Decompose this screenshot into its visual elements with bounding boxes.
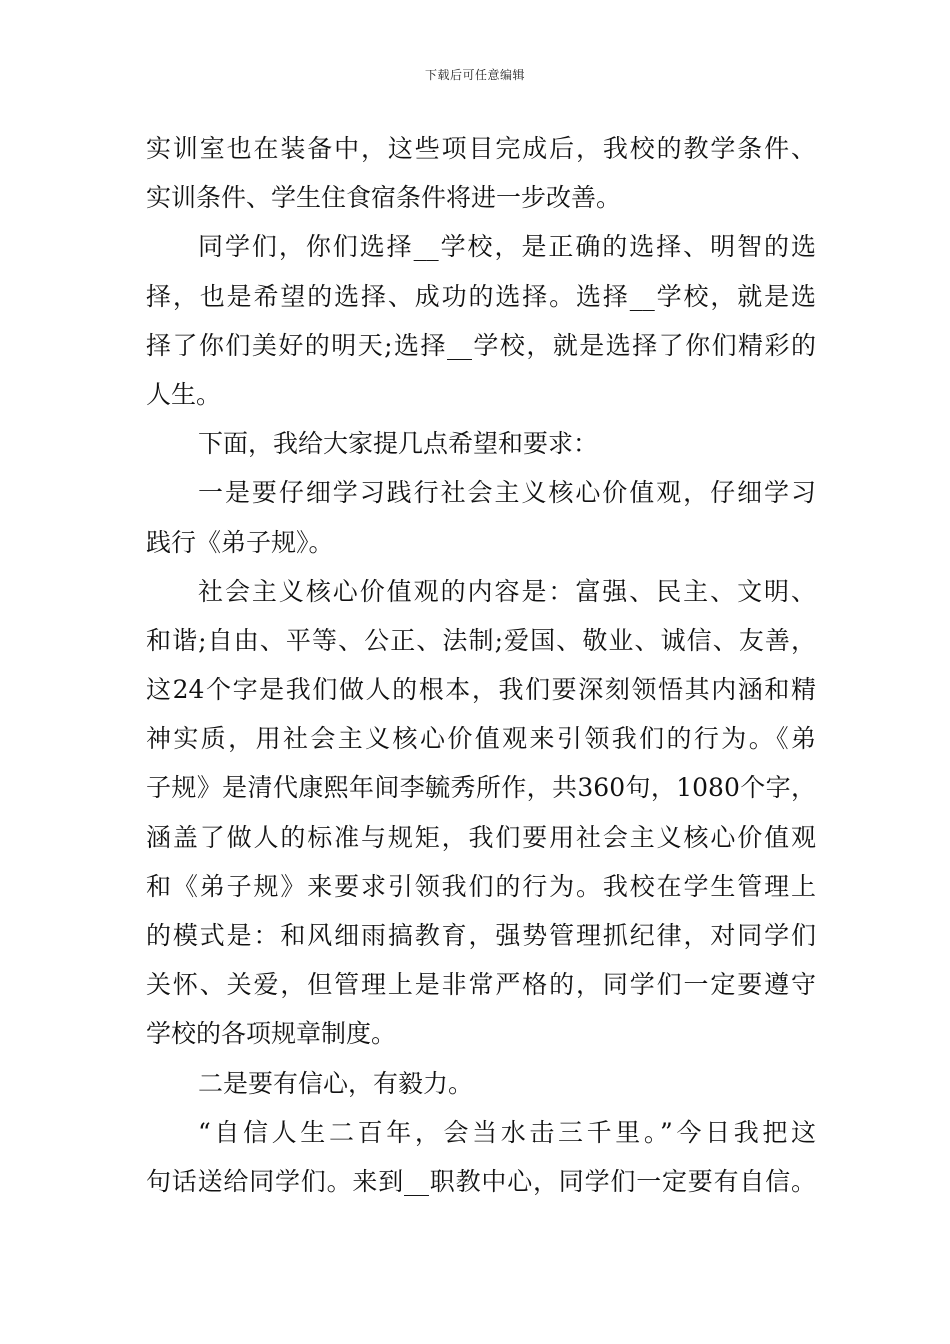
text-line: 择了你们美好的明天;选择__学校，就是选择了你们精彩的 bbox=[146, 330, 816, 360]
text-line: “自信人生二百年，会当水击三千里。”今日我把这 bbox=[198, 1117, 816, 1147]
document-body bbox=[146, 124, 816, 1206]
text-line: 下面，我给大家提几点希望和要求： bbox=[198, 429, 599, 459]
text-line: 实训条件、学生住食宿条件将进一步改善。 bbox=[146, 183, 622, 213]
text-line: 择，也是希望的选择、成功的选择。选择__学校，就是选 bbox=[146, 281, 816, 311]
text-line: 和《弟子规》来要求引领我们的行为。我校在学生管理上 bbox=[146, 871, 816, 901]
text-line: 践行《弟子规》。 bbox=[146, 527, 334, 557]
text-line: 句话送给同学们。来到__职教中心，同学们一定要有自信。 bbox=[146, 1166, 816, 1196]
text-line: 学校的各项规章制度。 bbox=[146, 1019, 397, 1049]
text-line: 人生。 bbox=[146, 379, 222, 409]
text-line: 一是要仔细学习践行社会主义核心价值观，仔细学习 bbox=[198, 478, 816, 508]
text-line: 社会主义核心价值观的内容是：富强、民主、文明、 bbox=[198, 576, 816, 606]
text-line: 同学们，你们选择__学校，是正确的选择、明智的选 bbox=[198, 232, 816, 262]
text-line: 神实质，用社会主义核心价值观来引领我们的行为。《弟 bbox=[146, 724, 816, 754]
text-line: 关怀、关爱，但管理上是非常严格的，同学们一定要遵守 bbox=[146, 970, 816, 1000]
text-line: 实训室也在装备中，这些项目完成后，我校的教学条件、 bbox=[146, 134, 816, 163]
text-line: 子规》是清代康熙年间李毓秀所作，共360句，1080个字， bbox=[146, 773, 816, 803]
text-line: 和谐;自由、平等、公正、法制;爱国、敬业、诚信、友善， bbox=[146, 625, 816, 655]
page-header: 下载后可任意编辑 bbox=[424, 68, 525, 82]
text-line: 的模式是：和风细雨搞教育，强势管理抓纪律，对同学们 bbox=[146, 921, 816, 950]
text-line: 涵盖了做人的标准与规矩，我们要用社会主义核心价值观 bbox=[146, 822, 816, 852]
text-line: 这24个字是我们做人的根本，我们要深刻领悟其内涵和精 bbox=[146, 675, 816, 705]
text-line: 二是要有信心，有毅力。 bbox=[198, 1068, 474, 1098]
